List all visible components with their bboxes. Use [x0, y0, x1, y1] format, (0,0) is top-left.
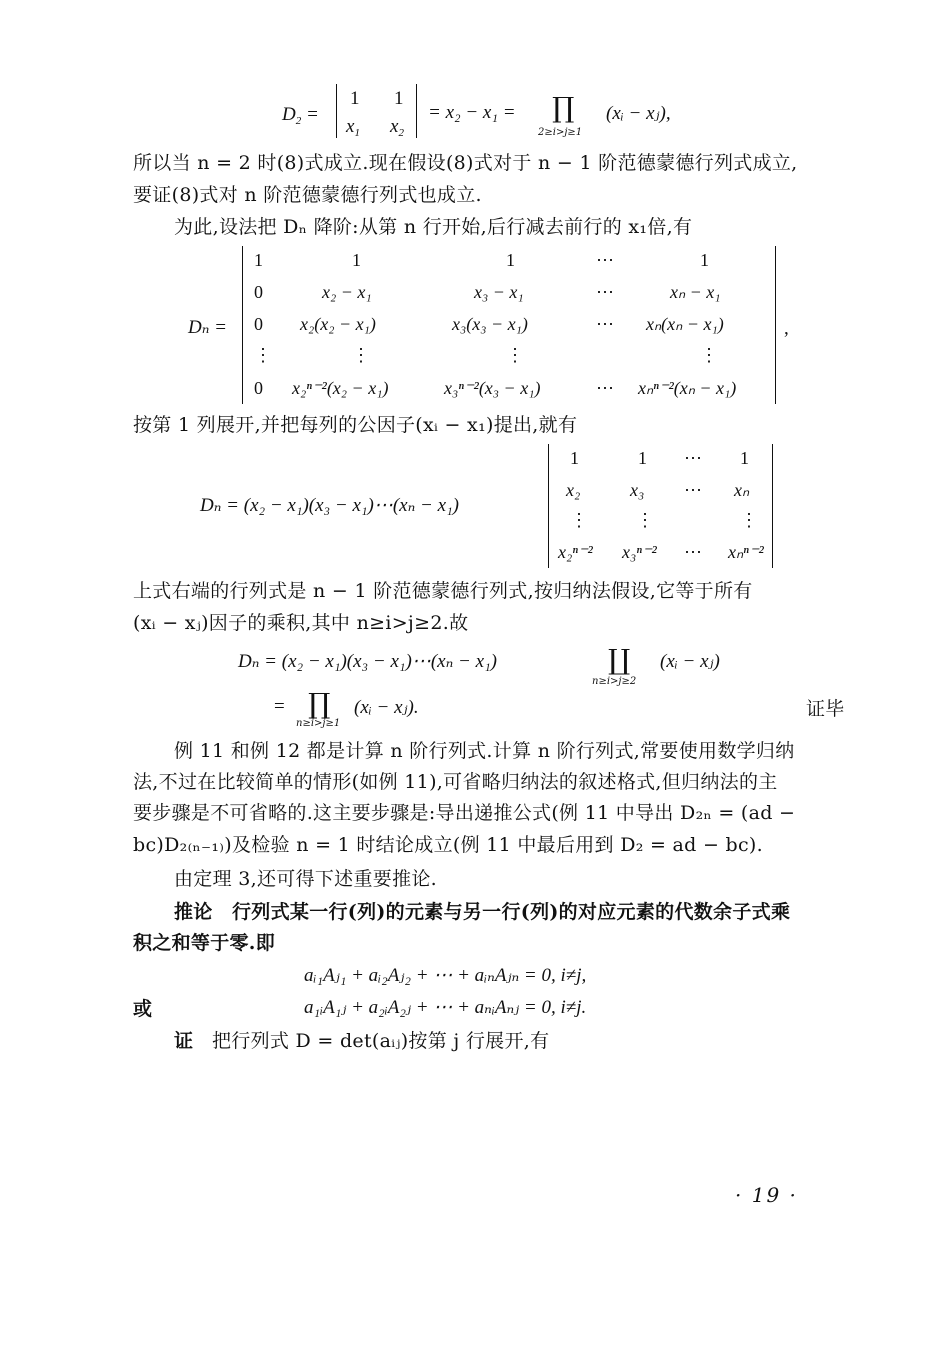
det-bar-right: [775, 246, 776, 404]
product-range: n≥i>j≥1: [296, 718, 341, 729]
det-bar-left: [336, 84, 337, 138]
d2-rhs: = x₂ − x₁ =: [428, 102, 516, 123]
matrix-cell: ⋯: [684, 542, 702, 562]
matrix-cell: x₃ⁿ⁻²: [622, 542, 657, 562]
matrix-cell: xₙ(xₙ − x₁): [646, 314, 724, 334]
matrix-cell: 1: [700, 250, 709, 270]
matrix-cell: ⋮: [506, 345, 524, 365]
matrix-cell: 0: [254, 282, 263, 302]
matrix-cell: ⋯: [596, 250, 614, 270]
matrix-cell: x₂ⁿ⁻²(x₂ − x₁): [292, 378, 389, 398]
matrix-cell: x₂(x₂ − x₁): [300, 314, 376, 334]
paragraph-line: (xᵢ − xⱼ)因子的乘积,其中 n≥i>j≥2.故: [133, 612, 469, 634]
product-symbol: ∏: [308, 687, 331, 720]
matrix-cell: 1: [352, 250, 361, 270]
corollary-equation: aᵢ₁Aⱼ₁ + aᵢ₂Aⱼ₂ + ⋯ + aᵢₙAⱼₙ = 0, i≠j,: [304, 965, 587, 986]
matrix-cell: 0: [254, 378, 263, 398]
product-symbol: ∐: [608, 643, 631, 676]
paragraph-line: 为此,设法把 Dₙ 降阶:从第 n 行开始,后行减去前行的 x₁倍,有: [174, 216, 693, 238]
matrix-cell: xₙⁿ⁻²(xₙ − x₁): [638, 378, 737, 398]
paragraph-line: 所以当 n = 2 时(8)式成立.现在假设(8)式对于 n − 1 阶范德蒙德行列式成立,: [133, 152, 798, 174]
det-bar-left: [548, 444, 549, 568]
matrix-cell: x₃(x₃ − x₁): [452, 314, 528, 334]
paragraph-line: bc)D₂₍ₙ₋₁₎)及检验 n = 1 时结论成立(例 11 中最后用到 D₂ = ad − bc).: [133, 834, 763, 856]
matrix-cell: x₃: [630, 480, 645, 500]
matrix-cell: xₙ − x₁: [670, 282, 721, 302]
corollary-heading: 推论: [174, 901, 213, 923]
det-bar-left: [242, 246, 243, 404]
d2-lhs: $D_2$ =: [282, 104, 319, 127]
paragraph-line: 例 11 和例 12 都是计算 n 阶行列式.计算 n 阶行列式,常要使用数学归纳: [174, 740, 795, 762]
matrix-cell: ⋮: [352, 345, 370, 365]
corollary-text: 行列式某一行(列)的元素与另一行(列)的对应元素的代数余子式乘: [232, 901, 791, 923]
product-factor: (xᵢ − xⱼ): [660, 651, 720, 672]
product-factor: (xᵢ − xⱼ).: [354, 697, 419, 718]
paragraph-line: 要证(8)式对 n 阶范德蒙德行列式也成立.: [133, 184, 482, 206]
page-number: · 19 ·: [735, 1183, 798, 1207]
det-bar-right: [416, 84, 417, 138]
matrix-cell: ⋮: [740, 510, 758, 530]
corollary-text: 积之和等于零.即: [133, 932, 276, 954]
matrix-cell: ⋯: [684, 448, 702, 468]
paragraph-line: 法,不过在比较简单的情形(如例 11),可省略归纳法的叙述格式,但归纳法的主: [133, 771, 778, 793]
matrix-cell: x₂ − x₁: [322, 282, 372, 302]
d2-m12: 1: [394, 88, 404, 109]
paragraph-line: 上式右端的行列式是 n − 1 阶范德蒙德行列式,按归纳法假设,它等于所有: [133, 580, 753, 602]
matrix-cell: x₂ⁿ⁻²: [558, 542, 593, 562]
product-factor: (xᵢ − xⱼ),: [606, 103, 671, 124]
matrix-cell: 1: [570, 448, 579, 468]
det2-lhs: Dₙ = (x₂ − x₁)(x₃ − x₁)⋯(xₙ − x₁): [200, 495, 459, 516]
matrix-cell: x₂: [566, 480, 581, 500]
proof-text: 把行列式 D = det(aᵢⱼ)按第 j 行展开,有: [212, 1030, 550, 1052]
det-bar-right: [772, 444, 773, 568]
matrix-cell: 1: [740, 448, 749, 468]
matrix-cell: 1: [254, 250, 263, 270]
product-range: 2≥i>j≥1: [538, 127, 583, 138]
corollary-equation: a₁ᵢA₁ⱼ + a₂ᵢA₂ⱼ + ⋯ + aₙᵢAₙⱼ = 0, i≠j.: [304, 997, 587, 1018]
final-line2-eq: =: [274, 696, 285, 717]
matrix-cell: x₃ⁿ⁻²(x₃ − x₁): [444, 378, 541, 398]
paragraph-line: 按第 1 列展开,并把每列的公因子(xᵢ − x₁)提出,就有: [133, 414, 578, 436]
matrix-cell: ⋮: [700, 345, 718, 365]
matrix-cell: 0: [254, 314, 263, 334]
qed-mark: 证毕: [806, 698, 845, 720]
d2-m11: 1: [350, 88, 360, 109]
product-symbol: ∏: [552, 91, 575, 124]
matrix-cell: 1: [638, 448, 647, 468]
matrix-cell: 1: [506, 250, 515, 270]
matrix-cell: ⋮: [570, 510, 588, 530]
final-line1-lhs: Dₙ = (x₂ − x₁)(x₃ − x₁)⋯(xₙ − x₁): [238, 651, 497, 672]
matrix-cell: xₙⁿ⁻²: [728, 542, 764, 562]
det-lhs: Dₙ =: [188, 317, 227, 338]
matrix-cell: x₃ − x₁: [474, 282, 524, 302]
proof-heading: 证: [174, 1030, 194, 1052]
matrix-cell: xₙ: [734, 480, 750, 500]
matrix-cell: ⋮: [254, 345, 272, 365]
d2-m21: $x_1$: [346, 116, 360, 139]
matrix-cell: ⋯: [596, 378, 614, 398]
product-range: n≥i>j≥2: [592, 676, 637, 687]
d2-m22: $x_2$: [390, 116, 404, 139]
paragraph-line: 由定理 3,还可得下述重要推论.: [174, 868, 438, 890]
matrix-cell: ⋮: [636, 510, 654, 530]
matrix-cell: ⋯: [596, 314, 614, 334]
matrix-cell: ⋯: [596, 282, 614, 302]
or-label: 或: [133, 998, 153, 1020]
det-trailing-comma: ,: [784, 318, 789, 339]
paragraph-line: 要步骤是不可省略的.这主要步骤是:导出递推公式(例 11 中导出 D₂ₙ = (ad −: [133, 802, 796, 824]
matrix-cell: ⋯: [684, 480, 702, 500]
